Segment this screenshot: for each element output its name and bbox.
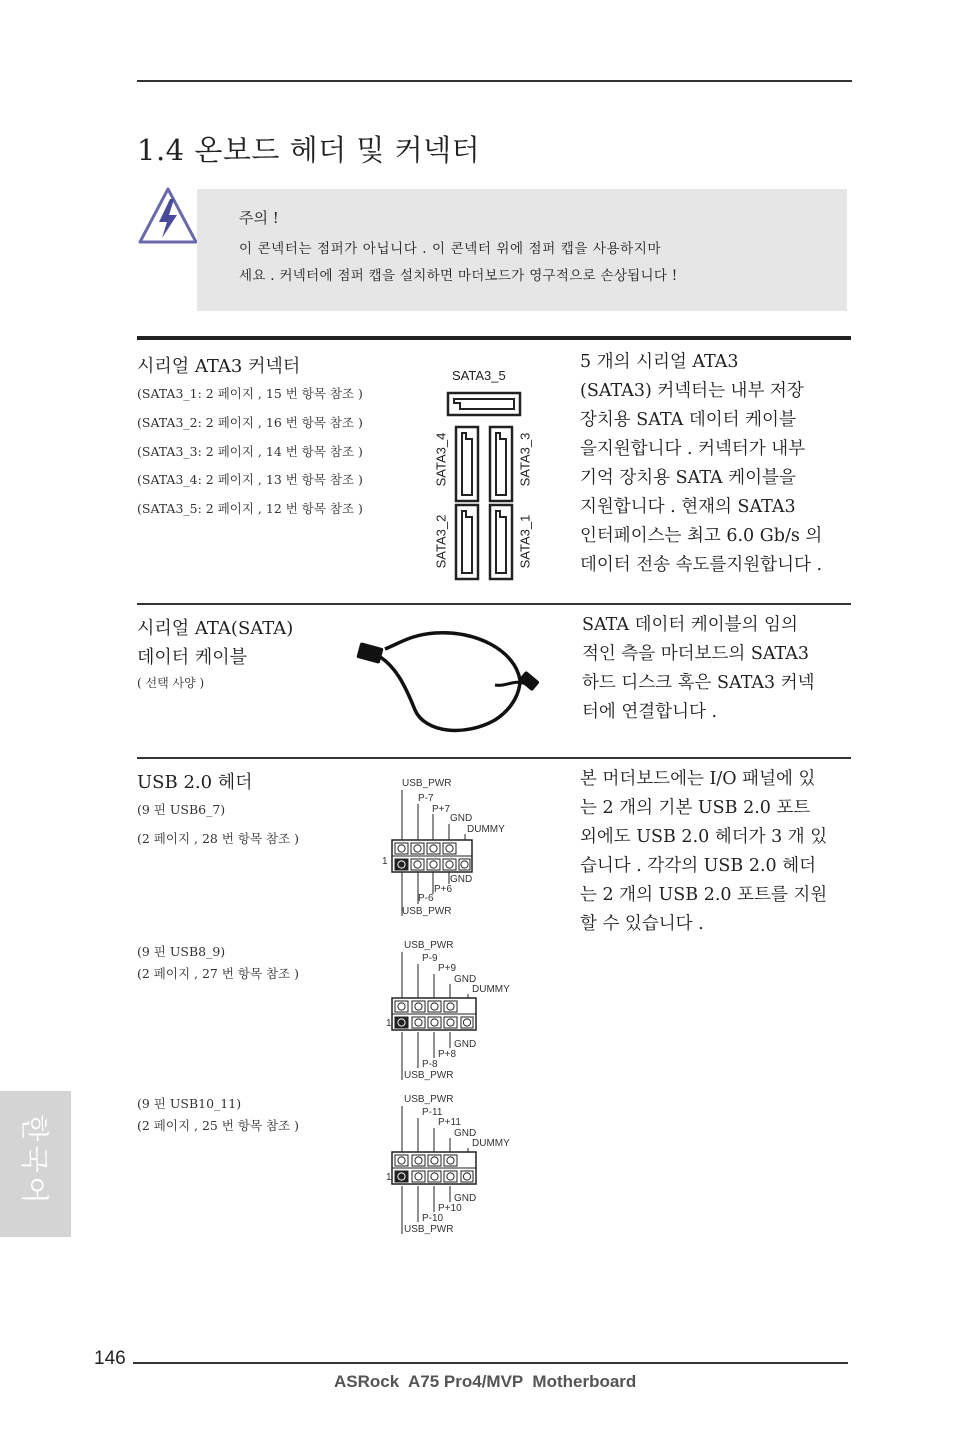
usb1-bot-usbpwr: USB_PWR	[402, 906, 452, 917]
cable-note: ( 선택 사양 )	[137, 676, 205, 690]
usb1-top-gnd: GND	[450, 813, 473, 824]
section-rule-sata	[137, 336, 851, 340]
usb3-ref: (2 페이지 , 25 번 항목 참조 )	[137, 1118, 299, 1133]
usb-desc-line: 할 수 있습니다 .	[580, 914, 704, 934]
cable-desc-line: SATA 데이터 케이블의 임의	[582, 615, 798, 635]
usb2-bot-pplus: P+8	[438, 1049, 457, 1060]
sata4-label: SATA3_4	[433, 432, 449, 487]
sata-desc-line: 데이터 전송 속도를지원합니다 .	[580, 555, 823, 575]
warning-icon	[137, 186, 199, 246]
cable-desc-line: 적인 측을 마더보드의 SATA3	[582, 644, 809, 664]
usb2-pin-grid	[384, 940, 544, 1086]
usb-desc-line: 는 2 개의 기본 USB 2.0 포트	[580, 798, 811, 818]
sata-desc-line: 지원합니다 . 현재의 SATA3	[580, 497, 796, 517]
sata-ref-4: (SATA3_4: 2 페이지 , 13 번 항목 참조 )	[137, 472, 363, 487]
sata-desc-line: 을지원합니다 . 커넥터가 내부	[580, 439, 806, 459]
sata-desc-line: 장치용 SATA 데이터 케이블	[580, 410, 796, 430]
usb-header-diagram-2	[384, 940, 544, 1086]
usb3-bot-gnd: GND	[454, 1193, 477, 1204]
sata-desc-line: 5 개의 시리얼 ATA3	[580, 352, 739, 372]
usb1-bot-pplus: P+6	[434, 884, 453, 895]
usb2-ref: (2 페이지 , 27 번 항목 참조 )	[137, 966, 299, 981]
page-number: 146	[94, 1348, 126, 1369]
sata-ref-5: (SATA3_5: 2 페이지 , 12 번 항목 참조 )	[137, 501, 363, 516]
caution-box	[197, 189, 847, 311]
usb-description	[580, 765, 827, 939]
sata5-label: SATA3_5	[452, 368, 506, 383]
usb2-bot-usbpwr: USB_PWR	[404, 1070, 454, 1081]
usb1-pin1: 1	[382, 856, 388, 867]
usb-desc-line: 외에도 USB 2.0 헤더가 3 개 있	[580, 827, 828, 847]
cable-title-2: 데이터 케이블	[137, 647, 248, 668]
usb3-pin1: 1	[386, 1172, 392, 1183]
usb2-bot-pminus: P-8	[422, 1059, 438, 1070]
language-tab-label: 한국어	[18, 1114, 51, 1208]
sata-desc-line: 인터페이스는 최고 6.0 Gb/s 의	[580, 526, 823, 546]
caution-line-1: 이 콘넥터는 점퍼가 아닙니다 . 이 콘넥터 위에 점퍼 캡을 사용하지마	[239, 241, 662, 257]
sata-ref-3: (SATA3_3: 2 페이지 , 14 번 항목 참조 )	[137, 444, 363, 459]
cable-desc-line: 하드 디스크 혹은 SATA3 커넥	[582, 673, 815, 693]
usb2-bot-gnd: GND	[454, 1039, 477, 1050]
usb1-bot-pminus: P-6	[418, 893, 434, 904]
usb-desc-line: 습니다 . 각각의 USB 2.0 헤더	[580, 856, 817, 876]
top-rule	[137, 80, 852, 82]
usb1-ref: (2 페이지 , 28 번 항목 참조 )	[137, 831, 299, 846]
usb3-top-usbpwr: USB_PWR	[404, 1094, 454, 1105]
usb3-pin-grid	[384, 1094, 544, 1240]
usb2-top-usbpwr: USB_PWR	[404, 940, 454, 951]
cable-title-1: 시리얼 ATA(SATA)	[137, 618, 294, 639]
cable-description	[582, 611, 815, 727]
usb-header-diagram-1	[380, 776, 540, 922]
usb2-top-dummy: DUMMY	[472, 984, 510, 995]
usb-desc-line: 는 2 개의 USB 2.0 포트를 지원	[580, 885, 828, 905]
usb3-bot-usbpwr: USB_PWR	[404, 1224, 454, 1235]
sata-ref-2: (SATA3_2: 2 페이지 , 16 번 항목 참조 )	[137, 415, 363, 430]
usb1-top-usbpwr: USB_PWR	[402, 778, 452, 789]
language-side-tab	[0, 1091, 71, 1237]
sata1-label: SATA3_1	[517, 514, 533, 569]
usb1-top-pplus: P+7	[432, 804, 451, 815]
usb3-pin: (9 핀 USB10_11)	[137, 1096, 242, 1111]
usb1-top-pminus: P-7	[418, 793, 434, 804]
sata-cable-illustration	[355, 625, 545, 740]
sata-desc-line: 기억 장치용 SATA 케이블을	[580, 468, 796, 488]
usb3-top-gnd: GND	[454, 1128, 477, 1139]
usb1-top-dummy: DUMMY	[467, 824, 505, 835]
cable-desc-line: 터에 연결합니다 .	[582, 702, 718, 722]
usb-header-diagram-3	[384, 1094, 544, 1240]
sata-desc-line: (SATA3) 커넥터는 내부 저장	[580, 381, 804, 401]
usb2-pin: (9 핀 USB8_9)	[137, 944, 226, 959]
usb3-top-pminus: P-11	[422, 1107, 443, 1118]
usb3-top-pplus: P+11	[438, 1117, 461, 1128]
sata3-label: SATA3_3	[517, 432, 533, 487]
section-rule-cable	[137, 603, 851, 605]
usb1-pin-grid	[380, 776, 540, 922]
sata-description	[580, 348, 822, 580]
section-rule-usb	[137, 757, 851, 759]
footer-rule	[133, 1362, 848, 1364]
usb2-top-gnd: GND	[454, 974, 477, 985]
usb1-pin: (9 핀 USB6_7)	[137, 802, 226, 817]
page-title: 1.4 온보드 헤더 및 커넥터	[137, 133, 481, 167]
caution-line-2: 세요 . 커넥터에 점퍼 캡을 설치하면 마더보드가 영구적으로 손상됩니다 !	[239, 268, 678, 284]
usb2-pin1: 1	[386, 1018, 392, 1029]
sata-ref-1: (SATA3_1: 2 페이지 , 15 번 항목 참조 )	[137, 386, 363, 401]
usb2-top-pplus: P+9	[438, 963, 457, 974]
usb1-bot-gnd: GND	[450, 874, 473, 885]
usb3-top-dummy: DUMMY	[472, 1138, 510, 1149]
sata2-label: SATA3_2	[433, 514, 449, 569]
usb2-top-pminus: P-9	[422, 953, 438, 964]
usb-desc-line: 본 머더보드에는 I/O 패널에 있	[580, 769, 816, 789]
caution-heading: 주의 !	[239, 209, 279, 227]
usb-title: USB 2.0 헤더	[137, 772, 253, 793]
usb3-bot-pminus: P-10	[422, 1213, 444, 1224]
footer-model: ASRock A75 Pro4/MVP Motherboard	[334, 1372, 637, 1391]
sata-title: 시리얼 ATA3 커넥터	[137, 356, 301, 377]
usb3-bot-pplus: P+10	[438, 1203, 462, 1214]
